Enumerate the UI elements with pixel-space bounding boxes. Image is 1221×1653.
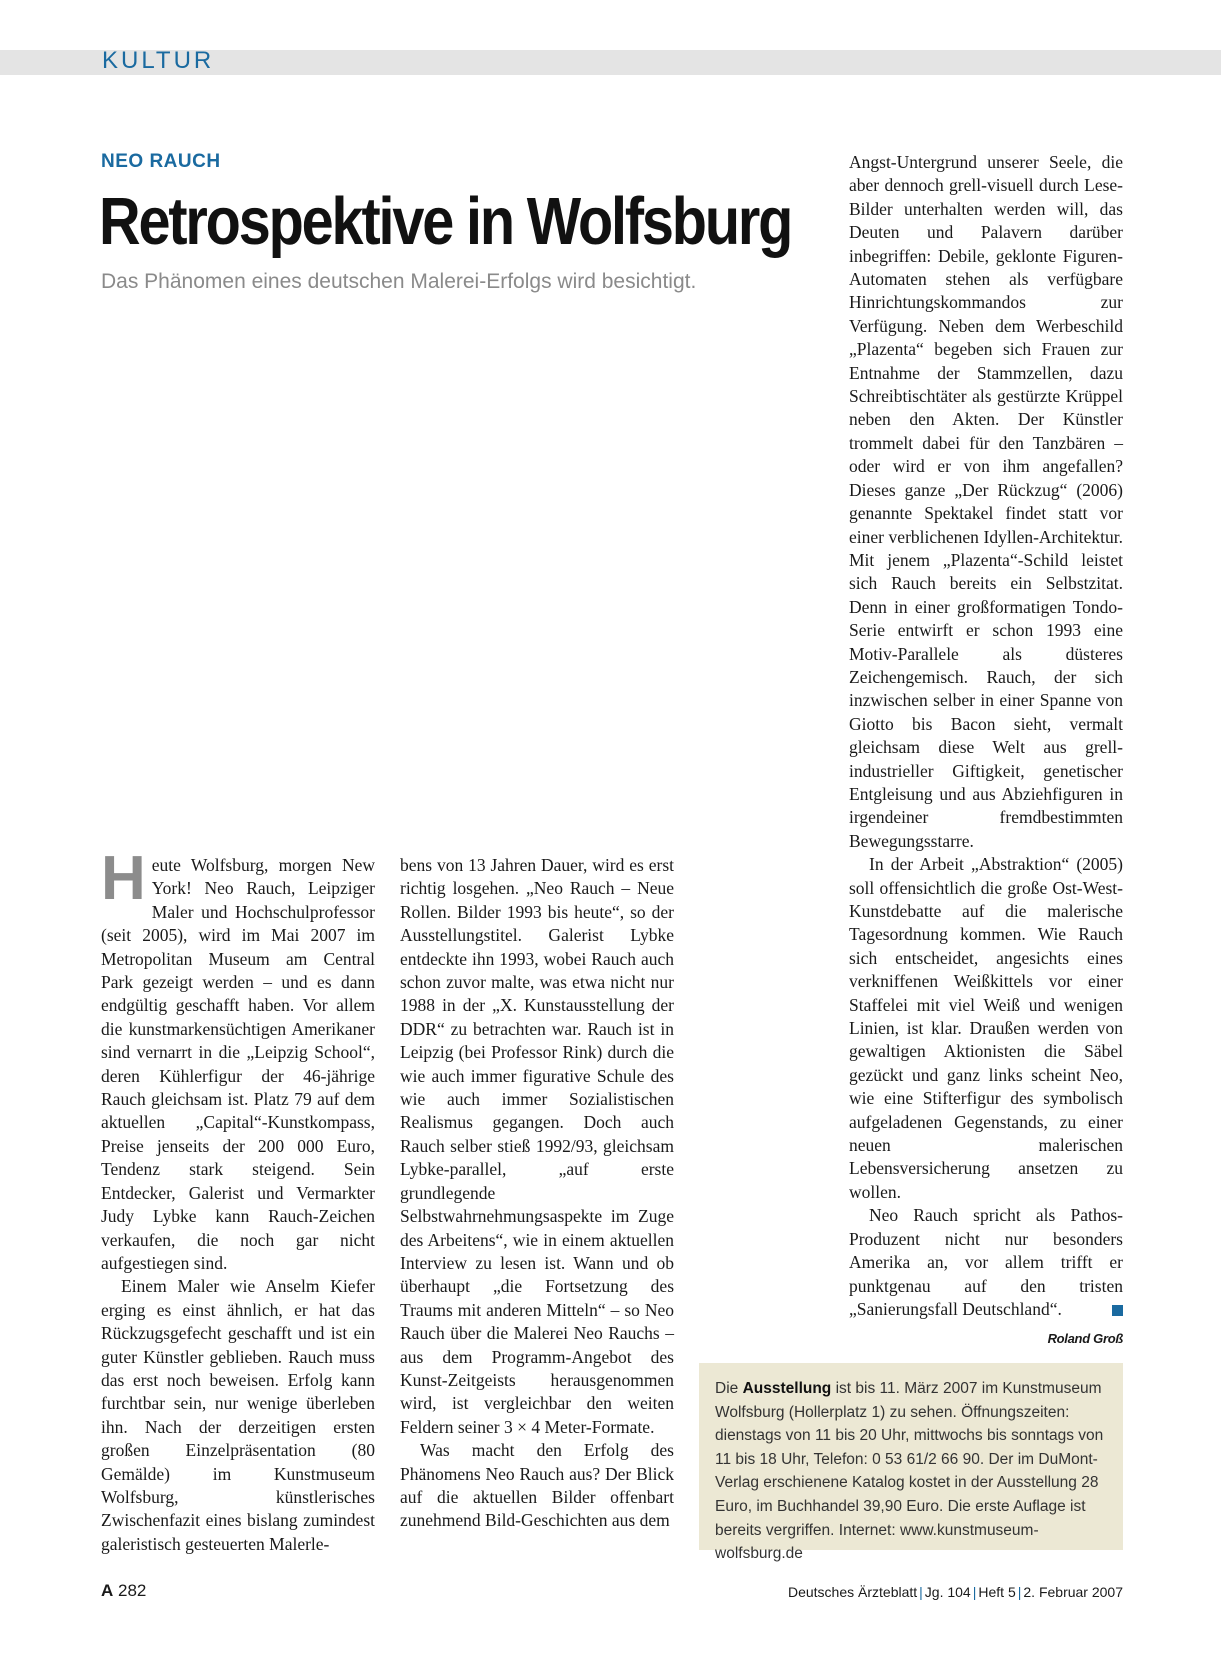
page-number	[101, 1581, 146, 1601]
journal-volume: Jg. 104	[924, 1584, 971, 1600]
paragraph	[101, 844, 375, 1275]
paragraph-text: eute Wolfsburg, morgen New York! Neo Rauch, Leipziger Maler und Hochschulprofessor (seit 2005), wird im Mai 2007 im Metropolitan Museum am Central Park gezeigt werden – und es dann endgültig geschafft haben. Vor allem die kunstmarkensüchtigen Amerikaner sind vernarrt in die „Leipzig School“, deren Kühlerfigur der 46-jährige Rauch gleichsam ist. Platz 79 auf dem aktuellen „Capital“-Kunstkompass, Preise jenseits der 200 000 Euro, Tendenz stark steigend. Sein Entdecker, Galerist und Vermarkter Judy Lybke kann Rauch-Zeichen verkaufen, die noch gar nicht aufgestiegen sind.	[101, 855, 375, 1273]
info-bold: Ausstellung	[742, 1380, 832, 1397]
separator: |	[919, 1584, 923, 1600]
article-subheadline: Das Phänomen eines deutschen Malerei-Erfolgs wird besichtigt.	[101, 270, 697, 293]
journal-date: 2. Februar 2007	[1023, 1584, 1123, 1600]
article-author: Roland Groß	[1047, 1331, 1123, 1347]
drop-cap: H	[101, 844, 146, 913]
article-kicker: NEO RAUCH	[101, 151, 221, 172]
info-lead: Die	[715, 1380, 739, 1397]
paragraph-last	[849, 1204, 1123, 1321]
paragraph: Einem Maler wie Anselm Kiefer erging es einst ähnlich, er hat das Rückzugsgefecht geschafft und ist ein guter Künstler geblieben. Rauch muss das erst noch beweisen. Erfolg kann furchtbar sein, nur wenige überleben ihn. Nach der derzeitigen ersten großen Einzelpräsentation (80 Gemälde) im Kunstmuseum Wolfsburg, künstlerisches Zwischenfazit eines bislang zumindest galeristisch gesteuerten Malerle-	[101, 1276, 375, 1554]
paragraph: Was macht den Erfolg des Phänomens Neo Rauch aus? Der Blick auf die aktuellen Bilder offenbart zunehmend Bild-Geschichten aus dem	[400, 1440, 674, 1531]
page-number-value: 282	[118, 1581, 147, 1600]
page-prefix: A	[101, 1581, 114, 1600]
separator: |	[972, 1584, 977, 1600]
article-column-1	[101, 844, 375, 1556]
article-column-2	[400, 854, 674, 1533]
article-headline: Retrospektive in Wolfsburg	[99, 184, 792, 259]
paragraph: bens von 13 Jahren Dauer, wird es erst richtig losgehen. „Neo Rauch – Neue Rollen. Bilder 1993 bis heute“, so der Ausstellungstitel. Galerist Lybke entdeckte ihn 1993, wobei Rauch auch schon zuvor malte, was etwa nicht nur 1988 in der „X. Kunstausstellung der DDR“ zu betrachten war. Rauch ist in Leipzig (bei Professor Rink) durch die wie auch immer figurative Schule des wie auch immer Sozialistischen Realismus gegangen. Doch auch Rauch selber stieß 1992/93, gleichsam Lybke-parallel, „auf erste grundlegende Selbstwahrnehmungsaspekte im Zuge des Arbeitens“, wie in einem aktuellen Interview zu lesen ist. Wann und ob überhaupt „die Fortsetzung des Traums mit anderen Mitteln“ – so Neo Rauch über die Malerei Neo Rauchs – aus dem Programm-Angebot des Kunst-Zeitgeists herausgenommen wird, ist vergleichbar den weiten Feldern seiner 3 × 4 Meter-Formate.	[400, 855, 674, 1437]
journal-footer	[788, 1584, 1123, 1600]
journal-name: Deutsches Ärzteblatt	[787, 1584, 918, 1600]
separator: |	[1017, 1584, 1022, 1600]
info-text: ist bis 11. März 2007 im Kunstmuseum Wolfsburg (Hollerplatz 1) zu sehen. Öffnungszeiten: dienstags von 11 bis 20 Uhr, mittwochs bis sonntags von 11 bis 18 Uhr, Telefon: 0 53 61/2 66 90. Der im DuMont-Verlag erschienene Katalog kostet in der Ausstellung 28 Euro, im Buchhandel 39,90 Euro. Die erste Auflage ist bereits vergriffen. Internet: www.kunstmuseum-wolfsburg.de	[715, 1380, 1104, 1563]
paragraph-text: Neo Rauch spricht als Pathos-Produzent nicht nur besonders Amerika an, vor allem trifft er punktgenau auf den tristen „Sanierungsfall Deutschland“.	[849, 1205, 1123, 1319]
paragraph: Angst-Untergrund unserer Seele, die aber dennoch grell-visuell durch Lese-Bilder unterhalten werden will, das Deuten und Palavern darüber inbegriffen: Debile, geklonte Figuren-Automaten stehen als verfügbare Hinrichtungskommandos zur Verfügung. Neben dem Werbeschild „Plazenta“ begeben sich Frauen zur Entnahme der Stammzellen, dazu Schreibtischtäter als gestürzte Krüppel neben den Akten. Der Künstler trommelt dabei für den Tanzbären – oder wird er von ihm angefallen? Dieses ganze „Der Rückzug“ (2006) genannte Spektakel findet statt vor einer verblichenen Idyllen-Architektur. Mit jenem „Plazenta“-Schild leistet sich Rauch bereits ein Selbstzitat. Denn in einer großformatigen Tondo-Serie entwirft er schon 1993 eine Motiv-Parallele als düsteres Zeichengemisch. Rauch, der sich inzwischen selber in einer Spanne von Giotto bis Bacon sieht, vermalt gleichsam diese Welt aus grell-industrieller Giftigkeit, genetischer Entgleisung und aus Abziehfiguren in irgendeiner fremdbestimmten Bewegungsstarre.	[849, 152, 1123, 851]
exhibition-info-box	[699, 1363, 1123, 1563]
article-column-3	[849, 151, 1123, 1351]
section-label: KULTUR	[102, 47, 215, 74]
paragraph: In der Arbeit „Abstraktion“ (2005) soll offensichtlich die große Ost-West-Kunstdebatte auf die malerische Tagesordnung kommen. Wie Rauch sich entscheidet, angesichts eines verkniffenen Weißkittels vor einer Staffelei mit viel Weiß und wenigen Linien, ist klar. Draußen werden von gewaltigen Aktionisten die Säbel gezückt und ganz links scheint Neo, wie eine Stifterfigur des symbolisch aufgeladenen Gegenstands, zu einer neuen malerischen Lebensversicherung ansetzen zu wollen.	[849, 854, 1123, 1202]
end-of-article-square-icon	[1112, 1305, 1123, 1316]
journal-issue: Heft 5	[978, 1584, 1016, 1600]
